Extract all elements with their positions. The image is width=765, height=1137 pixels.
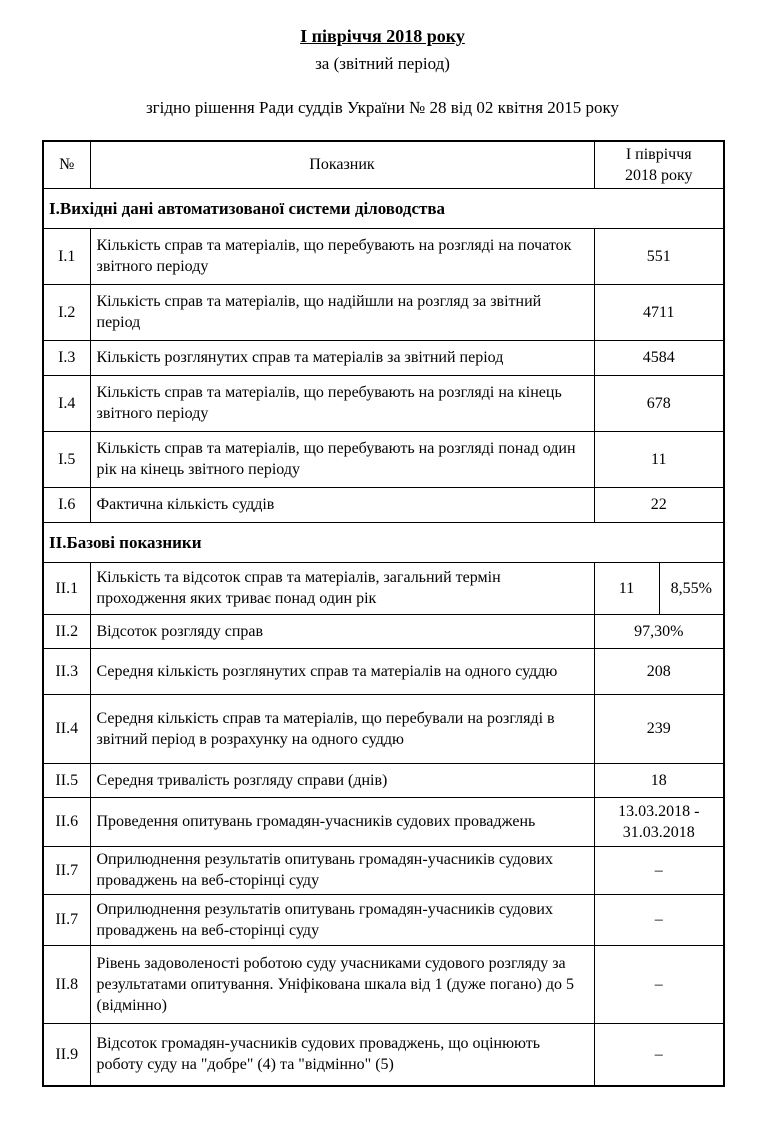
table-row [43, 846, 724, 894]
indicator-cell: Середня тривалість розгляду справи (днів) [90, 763, 594, 797]
row-number-cell: І.4 [43, 375, 90, 431]
row-number-cell: І.2 [43, 284, 90, 340]
value-cell: 4584 [594, 340, 724, 375]
indicator-cell: Середня кількість розглянутих справ та матеріалів на одного суддю [90, 648, 594, 694]
report-table [42, 140, 725, 1087]
row-number-cell: ІІ.1 [43, 562, 90, 614]
table-row [43, 945, 724, 1023]
value-cell: 678 [594, 375, 724, 431]
table-header-row [43, 141, 724, 188]
page-title: І півріччя 2018 року [300, 26, 465, 46]
indicator-cell: Відсоток громадян-учасників судових проваджень, що оцінюють роботу суду на "добре" (4) та "відмінно" (5) [90, 1023, 594, 1086]
col-num-header: № [43, 141, 90, 188]
table-row [43, 228, 724, 284]
table-row [43, 763, 724, 797]
indicator-cell: Оприлюднення результатів опитувань громадян-учасників судових проваджень на веб-сторінці суду [90, 846, 594, 894]
section-1-title: І.Вихідні дані автоматизованої системи діловодства [43, 188, 724, 228]
indicator-cell: Проведення опитувань громадян-учасників судових проваджень [90, 797, 594, 846]
table-row [43, 340, 724, 375]
indicator-cell: Рівень задоволеності роботою суду учасниками судового розгляду за результатами опитування. Уніфікована шкала від 1 (дуже погано) до 5 (відмінно) [90, 945, 594, 1023]
section-1-header-row [43, 188, 724, 228]
row-number-cell: І.6 [43, 487, 90, 522]
document-header [42, 25, 723, 118]
indicator-cell: Оприлюднення результатів опитувань громадян-учасників судових проваджень на веб-сторінці суду [90, 894, 594, 945]
value-cell: 13.03.2018 - 31.03.2018 [594, 797, 724, 846]
indicator-cell: Кількість та відсоток справ та матеріалів, загальний термін проходження яких триває понад один рік [90, 562, 594, 614]
row-number-cell: ІІ.6 [43, 797, 90, 846]
indicator-cell: Кількість справ та матеріалів, що перебувають на розгляді понад один рік на кінець звітного періоду [90, 431, 594, 487]
table-row [43, 284, 724, 340]
row-number-cell: І.3 [43, 340, 90, 375]
table-row [43, 614, 724, 648]
value-cell: – [594, 945, 724, 1023]
row-number-cell: І.1 [43, 228, 90, 284]
value-percent-cell: 8,55% [659, 562, 724, 614]
page-subtitle: за (звітний період) [315, 54, 450, 73]
indicator-cell: Кількість справ та матеріалів, що перебувають на розгляді на кінець звітного періоду [90, 375, 594, 431]
row-number-cell: ІІ.8 [43, 945, 90, 1023]
table-row [43, 1023, 724, 1086]
table-row [43, 894, 724, 945]
table-row [43, 375, 724, 431]
section-2-header-row [43, 522, 724, 562]
col-period-header: І півріччя 2018 року [594, 141, 724, 188]
table-row [43, 562, 724, 614]
value-cell: 239 [594, 694, 724, 763]
value-cell: 208 [594, 648, 724, 694]
row-number-cell: ІІ.7 [43, 846, 90, 894]
row-number-cell: ІІ.2 [43, 614, 90, 648]
decision-reference: згідно рішення Ради суддів України № 28 від 02 квітня 2015 року [145, 98, 620, 117]
value-cell: 97,30% [594, 614, 724, 648]
indicator-cell: Відсоток розгляду справ [90, 614, 594, 648]
row-number-cell: ІІ.3 [43, 648, 90, 694]
indicator-cell: Кількість справ та матеріалів, що надійшли на розгляд за звітний період [90, 284, 594, 340]
value-cell: 4711 [594, 284, 724, 340]
indicator-cell: Фактична кількість суддів [90, 487, 594, 522]
table-row [43, 431, 724, 487]
table-row [43, 694, 724, 763]
value-cell: 551 [594, 228, 724, 284]
indicator-cell: Середня кількість справ та матеріалів, що перебували на розгляді в звітний період в розрахунку на одного суддю [90, 694, 594, 763]
value-cell: 18 [594, 763, 724, 797]
row-number-cell: І.5 [43, 431, 90, 487]
value-cell: 11 [594, 431, 724, 487]
row-number-cell: ІІ.5 [43, 763, 90, 797]
row-number-cell: ІІ.4 [43, 694, 90, 763]
value-cell: 11 [594, 562, 659, 614]
table-row [43, 797, 724, 846]
value-cell: – [594, 1023, 724, 1086]
row-number-cell: ІІ.9 [43, 1023, 90, 1086]
table-row [43, 487, 724, 522]
value-cell: – [594, 894, 724, 945]
indicator-cell: Кількість справ та матеріалів, що перебувають на розгляді на початок звітного періоду [90, 228, 594, 284]
indicator-cell: Кількість розглянутих справ та матеріалів за звітний період [90, 340, 594, 375]
value-cell: 22 [594, 487, 724, 522]
col-indicator-header: Показник [90, 141, 594, 188]
row-number-cell: ІІ.7 [43, 894, 90, 945]
section-2-title: ІІ.Базові показники [43, 522, 724, 562]
value-cell: – [594, 846, 724, 894]
table-row [43, 648, 724, 694]
